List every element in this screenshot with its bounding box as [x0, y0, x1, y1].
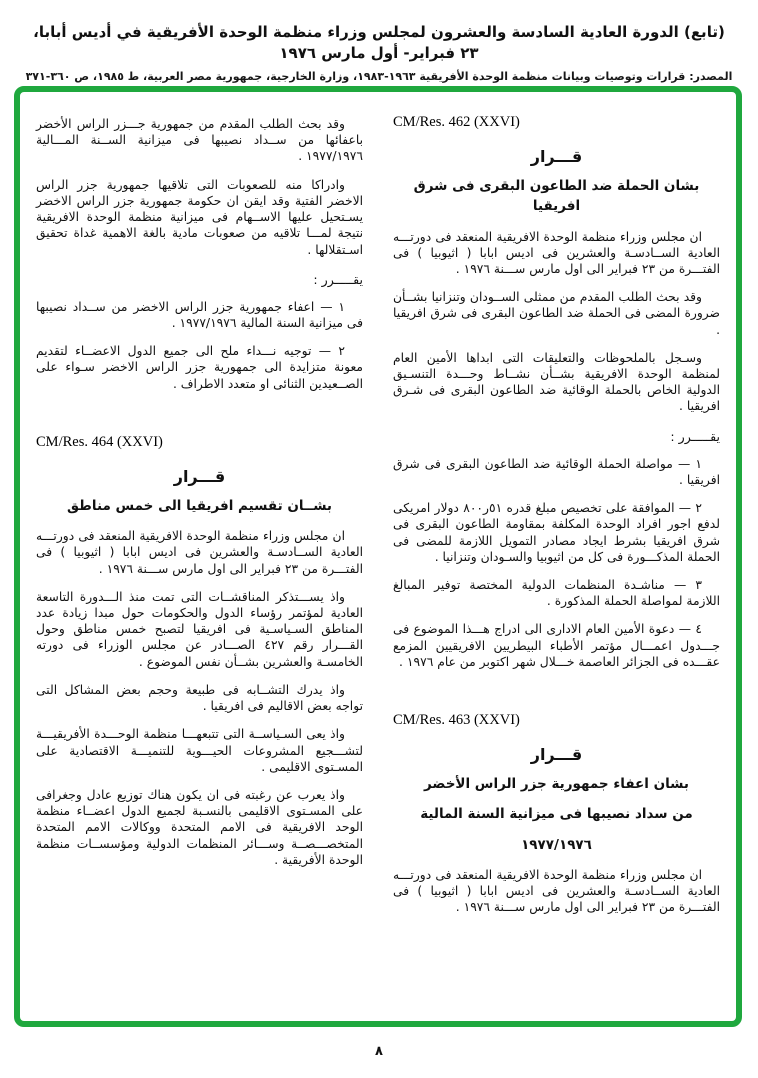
operative-clause: ٢ — الموافقة على تخصيص مبلغ قدره ٥١ر٨٠٠ دولار امريكى لدفع اجور افراد الوحدة المكلفة بمقاومة الطاعون البقرى فى شرق افريقيا بشرط ايجاد مصادر التمويل اللازمة للمضى فى الحملة المذكـــورة فى كل من اثيوبيا والسـودان وتنزانيا .	[393, 501, 720, 564]
column-left	[36, 104, 363, 1013]
content-frame	[14, 86, 742, 1027]
two-column-layout	[36, 104, 720, 1013]
paragraph: ان مجلس وزراء منظمة الوحدة الافريقية المنعقد فى دورتـــه العادية الســادسـة والعشرين فى اديس ابابا ( اثيوبيا ) فى الفتـــرة من ٢٣ فبراير الى اول مارس ســـنة ١٩٧٦ .	[393, 229, 720, 276]
paragraph: واذ يســـتذكر المناقشــات التى تمت منذ الـــدورة التاسعة العادية لمؤتمر رؤساء الدول والحكومات حول مبدا زيادة عدد المناطق السـياسـية فى افريقيا لتصبح خمس مناطق وحول القـــرار رقم ٤٢٧ الصـــادر عن مجلس الوزراء فى دورته الخامسـة والعشرين بشــأن نفس الموضوع .	[36, 589, 363, 669]
paragraph: واذ يعى السـياســة التى تتبعهـــا منظمة الوحـــدة الأفريقيـــة لتشـــجيع المشروعات الحيـــوية للتنميـــة الاقتصادية على المسـتوى الاقليمى .	[36, 727, 363, 774]
column-right	[393, 104, 720, 1013]
resolution-number-463: CM/Res. 463 (XXVI)	[393, 712, 520, 729]
decree-heading: قـــرار	[530, 147, 583, 166]
operative-clause: ٢ — توجيه نـــداء ملح الى جميع الدول الاعضــاء لتقديم معونة متزايدة الى جمهورية جزر الراس الاخضر سـواء على الصــعيدين الثنائى او متعدد الاطراف .	[36, 344, 363, 391]
paragraph: وقد بحث الطلب المقدم من ممثلى الســودان وتنزانيا بشــأن ضرورة المضى فى الحملة ضد الطاعون البقرى فى شرق افريقيا .	[393, 290, 720, 337]
page-header	[0, 22, 758, 83]
paragraph: ان مجلس وزراء منظمة الوحدة الافريقية المنعقد فى دورتـــه العادية الســادسـة والعشرين فى اديس ابابا ( اثيوبيا ) فى الفتـــرة من ٢٣ فبراير الى اول مارس ســـنة ١٩٧٦ .	[393, 867, 720, 915]
paragraph: وسـجل بالملحوظات والتعليقات التى ابداها الأمين العام لمنظمة الوحدة الافريقية بشــأن نشــاط وحـــدة التنسـيق الدولية الخاص بالحملة الوقائية ضد الطاعون البقرى فى شـرق افريقيا .	[393, 350, 720, 414]
header-session-title: (تابع) الدورة العادية السادسة والعشرون لمجلس وزراء منظمة الوحدة الأفريقية في أديس أبابا، ٢٣ فبراير- أول مارس ١٩٧٦	[33, 23, 725, 62]
resolution-subject: بشان اعفاء جمهورية جزر الراس الأخضر	[424, 776, 689, 793]
paragraph: وادراكا منه للصعوبات التى تلاقيها جمهورية جزر الراس الاخضر الفتية وقد ايقن ان حكومة جمهورية جزر الراس الاخضر يسـتحيل عليها الاســهام فى ميزانية منظمة الوحدة الافريقية نتيجة لمـــا تلاقيه من صعوبات مادية بالغة الاهمية غداة تحقيق اسـتقلالها .	[36, 177, 363, 257]
resolution-subject: بشان الحملة ضد الطاعون البقرى فى شرق افريقيا	[413, 178, 700, 215]
paragraph: وقد بحث الطلب المقدم من جمهورية جـــزر الراس الأخضر باعفائها من ســداد نصيبها فى ميزانية الســنة المـــالية ١٩٧٧/١٩٧٦ .	[36, 117, 363, 164]
paragraph: واذ يعرب عن رغبته فى ان يكون هناك توزيع عادل وجغرافى على المسـتوى الاقليمى بالنسـبة لجميع الدول اعضــاء منظمة الوحد الافريقية فى الامم المتحدة ووكالات الامم المتحدة المتخصـــصــة وســـائر المنظمات الدولية ومؤسســات منظمة الوحدة الأفريقية .	[36, 787, 363, 867]
resolution-subject: بشــان تقسيم افريقيا الى خمس مناطق	[66, 497, 333, 514]
decides-label: يقـــــرر :	[313, 271, 363, 287]
page-footer	[0, 1040, 758, 1059]
operative-clause: ٣ — مناشـدة المنظمات الدولية المختصة توفير المبالغ اللازمة لمواصلة الحملة المذكورة .	[393, 578, 720, 609]
resolution-number-464: CM/Res. 464 (XXVI)	[36, 433, 163, 450]
header-source-line: المصدر: قرارات وتوصيات وبيانات منظمة الوحدة الأفريقية ١٩٦٣-١٩٨٣، وزارة الخارجية، جمهورية مصر العربية، ط ١٩٨٥، ص ٣٦٠-٣٧١	[25, 70, 733, 83]
resolution-subject: من سداد نصيبها فى ميزانية السنة المالية	[420, 806, 693, 823]
decree-heading: قـــرار	[173, 466, 226, 486]
operative-clause: ٤ — دعوة الأمين العام الادارى الى ادراج هـــذا الموضوع فى جـــدول اعمـــال مؤتمر الأطباء البيطريين الافريقيين المزمع عقـــده فى الجزائر العاصمة خـــلال شهر اكتوبر من عام ١٩٧٦ .	[393, 622, 720, 669]
decree-heading: قـــرار	[530, 745, 583, 765]
paragraph: ان مجلس وزراء منظمة الوحدة الافريقية المنعقد فى دورتـــه العادية الســادسـة والعشرين فى اديس ابابا ( اثيوبيا ) فى الفتـــرة من ٢٣ فبراير الى اول مارس ســـنة ١٩٧٦ .	[36, 529, 363, 576]
decides-label: يقـــــرر :	[670, 428, 720, 444]
paragraph: واذ يدرك التشــابه فى طبيعة وحجم بعض المشاكل التى تواجه بعض الاقاليم فى افريقيا .	[36, 682, 363, 714]
resolution-number-462: CM/Res. 462 (XXVI)	[393, 114, 520, 130]
operative-clause: ١ — مواصلة الحملة الوقائية ضد الطاعون البقرى فى شرق افريقيا .	[393, 456, 720, 487]
resolution-subject-year: ١٩٧٧/١٩٧٦	[521, 836, 592, 853]
operative-clause: ١ — اعفاء جمهورية جزر الراس الاخضر من ســداد نصيبها فى ميزانية السنة المالية ١٩٧٧/١٩٧٦ .	[36, 299, 363, 330]
page-number: ٨	[375, 1044, 383, 1059]
